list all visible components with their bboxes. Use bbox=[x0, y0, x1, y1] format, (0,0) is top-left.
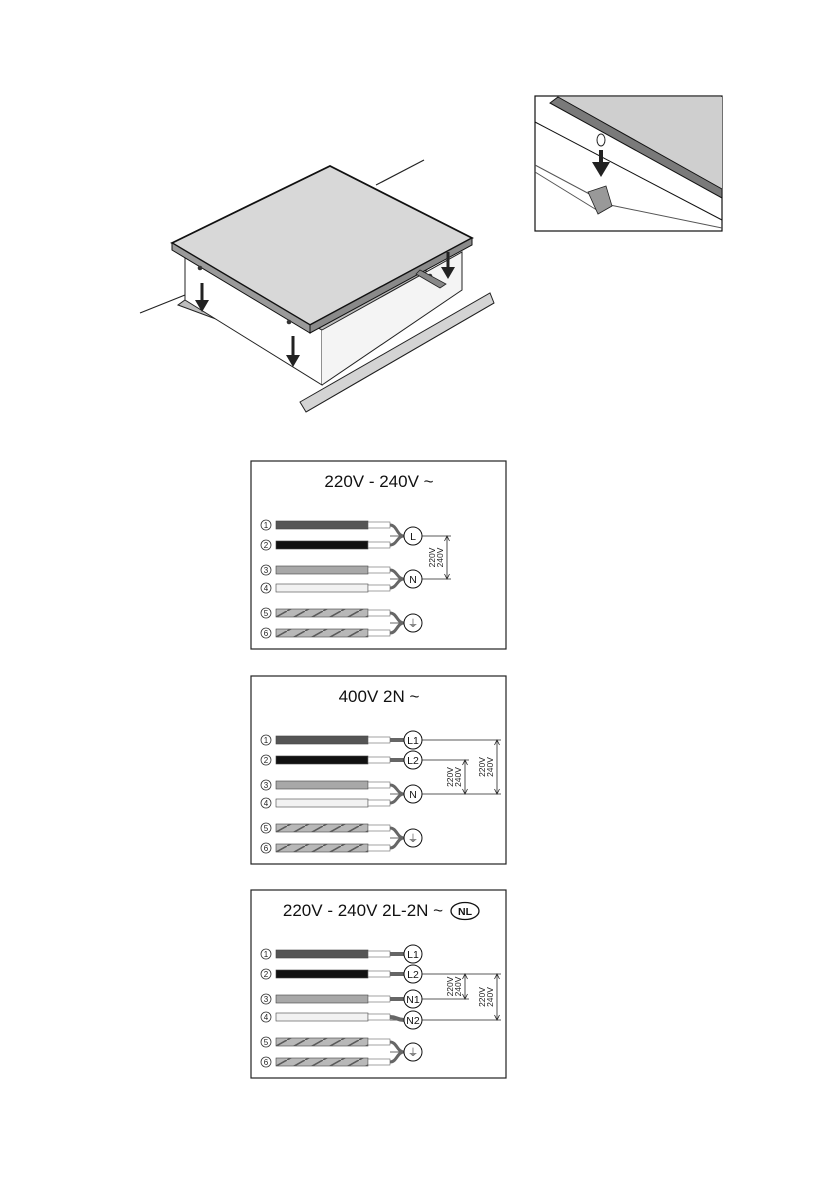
wire-number: 2 bbox=[263, 756, 269, 765]
wire bbox=[276, 736, 368, 744]
voltage-label: 220V bbox=[427, 547, 437, 568]
terminal-label: N1 bbox=[406, 994, 420, 1006]
wire-twist bbox=[276, 1038, 368, 1046]
terminal-label: L2 bbox=[407, 755, 419, 767]
wire-number: 5 bbox=[263, 609, 269, 618]
wire bbox=[276, 584, 368, 592]
wire-sleeve bbox=[368, 522, 390, 528]
wire-number: 3 bbox=[263, 566, 269, 575]
voltage-label: 220V bbox=[445, 767, 455, 787]
wire bbox=[276, 1013, 368, 1021]
wire-twist bbox=[276, 629, 368, 637]
wire bbox=[276, 781, 368, 789]
voltage-label: 240V bbox=[485, 987, 495, 1007]
earth-icon: ⏚ bbox=[407, 618, 419, 630]
box-title: 400V 2N ~ bbox=[338, 687, 420, 706]
terminal-label: N bbox=[409, 789, 417, 801]
wire-sleeve bbox=[368, 971, 390, 977]
voltage-label: 240V bbox=[435, 547, 445, 568]
wire-number: 4 bbox=[263, 1013, 269, 1022]
wire-sleeve bbox=[368, 825, 390, 831]
wire-sleeve bbox=[368, 845, 390, 851]
wire bbox=[276, 541, 368, 549]
terminal-label: L bbox=[410, 531, 416, 543]
wire-sleeve bbox=[368, 1014, 390, 1020]
wire-number: 2 bbox=[263, 541, 269, 550]
earth-icon: ⏚ bbox=[407, 1047, 419, 1059]
wire bbox=[276, 799, 368, 807]
wire-sleeve bbox=[368, 1039, 390, 1045]
wire-number: 1 bbox=[263, 736, 269, 745]
wiring-diagram-nl bbox=[251, 890, 506, 1078]
terminal-label: L2 bbox=[407, 969, 419, 981]
wiring-diagram-single-phase bbox=[251, 461, 506, 649]
wire-sleeve bbox=[368, 800, 390, 806]
voltage-label: 220V bbox=[477, 987, 487, 1007]
box-title: 220V - 240V 2L-2N ~ bbox=[282, 901, 444, 920]
voltage-label: 220V bbox=[477, 757, 487, 777]
voltage-label: 240V bbox=[453, 767, 463, 787]
wire-number: 2 bbox=[263, 970, 269, 979]
wire-sleeve bbox=[368, 951, 390, 957]
wire-twist bbox=[276, 844, 368, 852]
wire-number: 1 bbox=[263, 950, 269, 959]
wire bbox=[276, 566, 368, 574]
terminal-label: N bbox=[409, 574, 417, 586]
wire-sleeve bbox=[368, 610, 390, 616]
terminal-label: L1 bbox=[407, 735, 419, 747]
wire-sleeve bbox=[368, 737, 390, 743]
wire-number: 4 bbox=[263, 584, 269, 593]
voltage-label: 240V bbox=[453, 976, 463, 997]
wire-number: 3 bbox=[263, 995, 269, 1004]
wire-sleeve bbox=[368, 782, 390, 788]
clamp-detail-inset bbox=[535, 96, 722, 231]
wire-number: 5 bbox=[263, 1038, 269, 1047]
nl-badge-label: NL bbox=[458, 906, 472, 918]
wire-number: 6 bbox=[263, 629, 269, 638]
wire-sleeve bbox=[368, 1059, 390, 1065]
wire-twist bbox=[276, 1058, 368, 1066]
wire-twist bbox=[276, 609, 368, 617]
wire-number: 1 bbox=[263, 521, 269, 530]
wire bbox=[276, 950, 368, 958]
wire-sleeve bbox=[368, 567, 390, 573]
wire-sleeve bbox=[368, 996, 390, 1002]
wire bbox=[276, 521, 368, 529]
wire-number: 3 bbox=[263, 781, 269, 790]
wire bbox=[276, 995, 368, 1003]
terminal-label: L1 bbox=[407, 949, 419, 961]
terminal-label: N2 bbox=[406, 1015, 420, 1027]
voltage-label: 220V bbox=[445, 976, 455, 997]
wire bbox=[276, 970, 368, 978]
wire-number: 5 bbox=[263, 824, 269, 833]
voltage-label: 240V bbox=[485, 757, 495, 777]
wire-sleeve bbox=[368, 757, 390, 763]
earth-icon: ⏚ bbox=[407, 833, 419, 845]
wire-sleeve bbox=[368, 630, 390, 636]
wire-sleeve bbox=[368, 542, 390, 548]
wiring-diagram-two-phase bbox=[251, 676, 506, 864]
wire-sleeve bbox=[368, 585, 390, 591]
hob-installation-illustration bbox=[140, 160, 494, 412]
wire-number: 4 bbox=[263, 799, 269, 808]
wire-twist bbox=[276, 824, 368, 832]
box-title: 220V - 240V ~ bbox=[324, 472, 434, 491]
wire bbox=[276, 756, 368, 764]
wire-number: 6 bbox=[263, 844, 269, 853]
wire-number: 6 bbox=[263, 1058, 269, 1067]
